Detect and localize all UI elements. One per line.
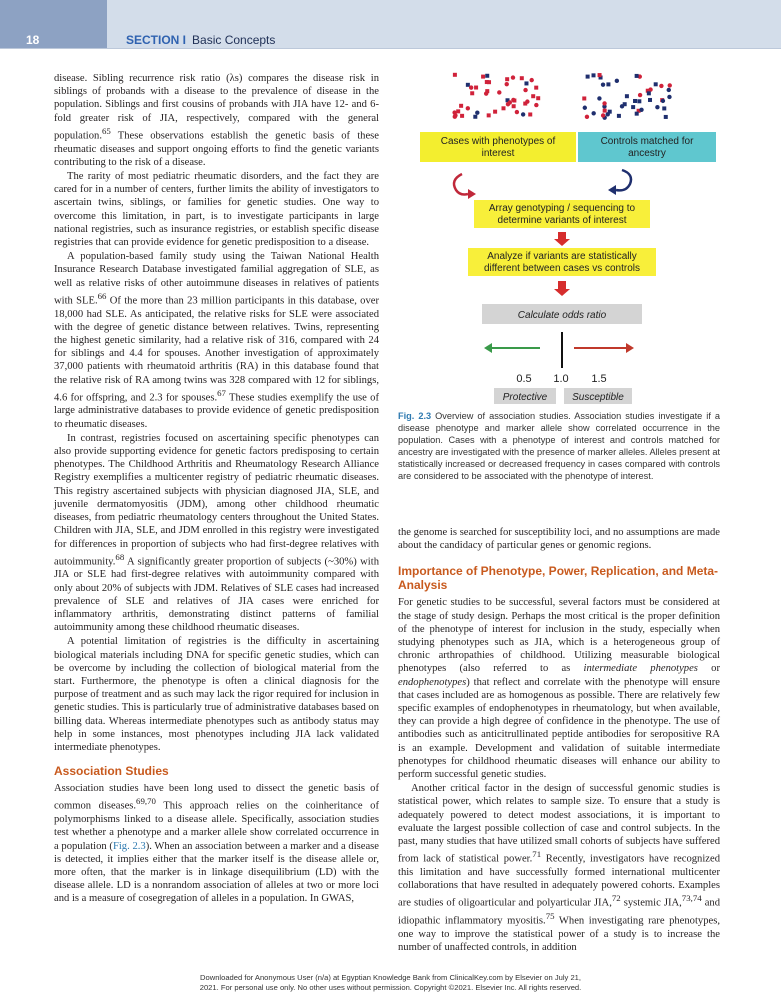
figure-link[interactable]: Fig. 2.3 — [112, 840, 146, 852]
marker-dot — [505, 77, 509, 81]
marker-dot — [470, 91, 474, 95]
citation: 68 — [115, 551, 125, 562]
marker-dot — [635, 74, 639, 78]
marker-dot — [583, 106, 587, 110]
marker-dot — [620, 104, 624, 108]
marker-dot — [512, 104, 516, 108]
section-heading: Association Studies — [54, 764, 169, 779]
marker-dot — [460, 114, 464, 118]
marker-dot — [585, 115, 589, 119]
citation: 71 — [532, 849, 542, 860]
curved-arrow-right-head — [608, 185, 616, 195]
marker-dot — [523, 102, 527, 106]
marker-dot — [466, 83, 470, 87]
marker-dot — [608, 110, 612, 114]
marker-dot — [591, 111, 595, 115]
marker-dot — [667, 88, 671, 92]
marker-dot — [617, 114, 621, 118]
marker-dot — [501, 106, 505, 110]
marker-dot — [487, 113, 491, 117]
citation: 73,74 — [681, 893, 702, 904]
controls-box-label-1: Controls matched for — [600, 136, 694, 147]
marker-dot — [655, 105, 659, 109]
marker-dot — [534, 86, 538, 90]
controls-box-label-2: ancestry — [628, 148, 666, 159]
marker-dot — [474, 86, 478, 90]
marker-dot — [664, 115, 668, 119]
protective-label: Protective — [502, 392, 548, 403]
citation: 69,70 — [136, 796, 156, 807]
marker-dot — [637, 99, 641, 103]
tick-label-mid: 1.0 — [553, 373, 569, 385]
marker-dot — [625, 94, 629, 98]
citation: 65 — [101, 125, 111, 136]
marker-dot — [601, 82, 605, 86]
tick-label-high: 1.5 — [591, 373, 607, 385]
control-dots — [582, 73, 672, 120]
header-rule — [0, 48, 781, 49]
marker-dot — [633, 99, 637, 103]
step-analyze-label-1: Analyze if variants are statistically — [487, 251, 637, 262]
marker-dot — [668, 83, 672, 87]
marker-dot — [647, 91, 651, 95]
marker-dot — [485, 74, 489, 78]
marker-dot — [606, 82, 610, 86]
right-column — [398, 526, 720, 955]
figure-2-3 — [398, 66, 724, 406]
marker-dot — [661, 99, 665, 103]
down-arrow-2-shaft — [558, 281, 566, 290]
marker-dot — [597, 96, 601, 100]
citation: 66 — [97, 290, 107, 301]
step-genotyping-label-2: determine variants of interest — [497, 215, 627, 226]
marker-dot — [523, 88, 527, 92]
left-column — [54, 72, 379, 907]
paragraph: disease. Sibling recurrence risk ratio (λs) compares the disease risk in siblings of probands with a disease to the prevalence of disease in the population. Siblings and first cousins of probands with JIA have 12- and 6-fold greater risk of JIA, respectively, compared with the general population.$^{65}$ These observations establish the genetic basis of these rheumatic diseases and support ongoing efforts to find the genetic variants contributing to the risk of a disease. — [54, 73, 379, 168]
susceptible-arrow-head — [626, 343, 634, 353]
marker-dot — [469, 85, 473, 89]
marker-dot — [603, 109, 607, 113]
marker-dot — [582, 96, 586, 100]
marker-dot — [530, 78, 534, 82]
paragraph: Association studies have been long used to dissect the genetic basis of common diseases.$^{69,70}$ This approach relies on the coinheritance of polymorphisms linked to a disease allele. Specifically, association studies test whether a phenotype and a marker allele show correlated occurrence in a population (Fig. 2.3). When an association between a marker and a disease is detected, it implies either that the marker itself is the disease allele or, more often, that the marker is in linkage disequilibrium (LD) with the disease allele. LD is a nonrandom association of alleles at two or more loci and is a measure of cosegregation of alleles in a population. In GWAS, — [54, 783, 379, 905]
page-number: 18 — [26, 33, 40, 47]
marker-dot — [586, 75, 590, 79]
marker-dot — [601, 113, 605, 117]
marker-dot — [654, 82, 658, 86]
marker-dot — [453, 115, 457, 119]
case-dots — [452, 73, 540, 119]
marker-dot — [528, 112, 532, 116]
figure-caption — [398, 410, 720, 482]
marker-dot — [511, 75, 515, 79]
odds-ratio-label: Calculate odds ratio — [517, 310, 607, 321]
marker-dot — [648, 98, 652, 102]
marker-dot — [602, 101, 606, 105]
paragraph: A population-based family study using the Taiwan National Health Insurance Research Database investigated familial aggregation of SLE, as well as relative risks of other autoimmune diseases in relatives of patients with SLE.$^{66}$ Of the more than 23 million participants in this database, over 18,000 had SLE. As anticipated, the relative risks for SLE were associated with the degree of genetic distance between relatives. Twins, representing the highest genetic similarity, had a relative risk of 316, compared with 24 for siblings and 4.4 for spouses. Another investigation of approximately 37,000 patients with rheumatoid arthritis (RA) in this database found that the relative risk of RA among twins was 328 compared with 12 for siblings, 4.6 for offspring, and 2.3 for spouses.$^{67}$ These studies exemplify the use of large administrative databases to provide evidence of genetic predisposition to rheumatic diseases. — [54, 251, 379, 430]
marker-dot — [485, 89, 489, 93]
marker-dot — [524, 81, 528, 85]
marker-dot — [598, 73, 602, 77]
header-tab — [0, 0, 107, 48]
marker-dot — [456, 109, 460, 113]
cases-box-label-1: Cases with phenotypes of — [440, 136, 556, 147]
marker-dot — [487, 80, 491, 84]
section-header — [126, 33, 275, 47]
marker-dot — [615, 79, 619, 83]
caption-text: Overview of association studies. Association studies investigate if a disease phenotype and marker allele show correlated occurrence in the population. Cases with a phenotype of interest and controls matched for ancestry are investigated with the presence of marker alleles. Alleles present at statistically increased or decreased frequency in cases compared with controls are considered to be associated with the phenotype of interest. — [398, 411, 721, 481]
marker-dot — [511, 98, 515, 102]
marker-dot — [521, 112, 525, 116]
curved-arrow-right — [616, 170, 631, 190]
step-genotyping-label-1: Array genotyping / sequencing to — [488, 203, 636, 214]
header-band — [0, 0, 781, 48]
marker-dot — [638, 93, 642, 97]
marker-dot — [639, 108, 643, 112]
citation: 67 — [217, 387, 226, 398]
down-arrow-2-head — [554, 289, 570, 296]
paragraph: Another critical factor in the design of successful genomic studies is statistical power, which relates to sample size. To ensure that a study is adequately powered to detect modest associations, it is important to evaluate the largest possible collection of case and control subjects. In the past, many studies that have utilized small cohorts of subjects have suffered from lack of statistical power.$^{71}$ Recently, investigators have recognized this limitation and have successfully formed international multicenter collaborations that have resulted in adequately powered cohorts. Examples are studies of oligoarticular and polyarticular JIA,$^{72}$ systemic JIA,$^{73,74}$ and idiopathic inflammatory myositis.$^{75}$ When investigating rare phenotypes, one way to improve the statistical power of a study is to increase the number of unaffected controls, in addition — [398, 783, 720, 954]
protective-arrow-head — [484, 343, 492, 353]
marker-dot — [635, 112, 639, 116]
marker-dot — [667, 95, 671, 99]
curved-arrow-left-head — [468, 189, 476, 199]
footer-line-2: 2021. For personal use only. No other uses without permission. Copyright ©2021. Elsevier Inc. All rights reserved. — [199, 983, 582, 992]
citation: 72 — [611, 893, 621, 904]
marker-dot — [659, 84, 663, 88]
section-heading: Importance of Phenotype, Power, Replication, and Meta-Analysis — [398, 564, 719, 593]
download-footer — [0, 973, 781, 993]
paragraph: For genetic studies to be successful, several factors must be considered at the stage of study design. Perhaps the most critical is the proper definition of the phenotype of interest for inclusion in the study, especially when studying phenotypes such as JIA, which is a heterogeneous group of chronic arthropathies of childhood. Utilizing measurable biological phenotypes (also referred to as intermediate phenotypes or endophenotypes) that reflect and correlate with the phenotype will ensure that cases included are as homogenous as possible. There are relatively few specific examples of endophenotypes in rheumatology, but when available, they can provide a high degree of confidence in the phenotype. The use of antibodies such as anticitrullinated peptide antibodies for seropositive RA is an example. Development and validation of suitable intermediate phenotypes for childhood rheumatic diseases will enhance our ability to perform successful genetic studies. — [398, 597, 720, 781]
down-arrow-1-shaft — [558, 232, 566, 240]
susceptible-label: Susceptible — [572, 392, 624, 403]
curved-arrow-left — [454, 174, 468, 195]
footer-line-1: Downloaded for Anonymous User (n/a) at Egyptian Knowledge Bank from ClinicalKey.com by Elsevier on July 21, — [200, 973, 581, 982]
marker-dot — [515, 110, 519, 114]
marker-dot — [534, 103, 538, 107]
marker-dot — [466, 106, 470, 110]
marker-dot — [459, 104, 463, 108]
marker-dot — [592, 73, 596, 77]
marker-dot — [505, 82, 509, 86]
association-diagram — [398, 66, 724, 406]
down-arrow-1-head — [554, 239, 570, 246]
step-analyze-label-2: different between cases vs controls — [483, 263, 641, 274]
paragraph: the genome is searched for susceptibility loci, and no assumptions are made about the candidacy of particular genes or genomic regions. — [398, 527, 720, 552]
paragraph: The rarity of most pediatric rheumatic disorders, and the fact they are cared for in a number of centers, further limits the ability of investigators to ascertain twins, siblings, or families for genetic studies. One way to overcome this limitation, in part, is to investigate participants in large national registries, such as insurance registries, or establish specific disease registries that can provide evidence for genetic predisposition to a disease. — [54, 170, 379, 248]
marker-dot — [531, 94, 535, 98]
marker-dot — [481, 75, 485, 79]
section-label: SECTION I — [126, 33, 187, 47]
figure-number: Fig. 2.3 — [398, 411, 432, 421]
marker-dot — [508, 100, 512, 104]
marker-dot — [453, 73, 457, 77]
marker-dot — [493, 110, 497, 114]
marker-dot — [497, 90, 501, 94]
paragraph: In contrast, registries focused on ascertaining specific phenotypes can also provide supporting evidence for genetic factors predisposing to certain phenotypes. The Childhood Arthritis and Rheumatology Research Alliance Registry exemplifies a multicenter registry of pediatric rheumatic diseases. This registry ascertained subjects with physician diagnosed JIA, SLE, and juvenile dermatomyositis (JDM), among other childhood rheumatic diseases, from pediatric rheumatology centers throughout the United States. Children with JIA, SLE, and JDM enrolled in this registry were investigated for differences in proportion of subjects who had first-degree relatives with autoimmunity.$^{68}$ A significantly greater proportion of subjects (~30%) with JIA or SLE had first-degree relatives with autoimmunity compared with only about 20% of subjects with JDM. Relatives of SLE cases had increased prevalence of SLE and relatives of JIA cases were enriched for inflammatory arthritis, demonstrating distinct patterns of familial autoimmunity among these childhood rheumatic diseases. — [54, 432, 379, 634]
paragraph: A potential limitation of registries is the difficulty in ascertaining biological materials including DNA for specific genetic studies, which can be overcome by including the collection of biological material from the start. Furthermore, the phenotype is often a clinical diagnosis for the purpose of treatment and as such may lack the rigor required for inclusion in genetic studies. This is particularly true of administrative databases based on billing data. Whereas intermediate phenotypes such as antibody status may help in some instances, most phenotypes including JIA lack validated intermediate phenotypes. — [54, 636, 379, 754]
citation: 75 — [545, 911, 555, 922]
marker-dot — [631, 105, 635, 109]
marker-dot — [662, 106, 666, 110]
tick-label-low: 0.5 — [516, 373, 532, 385]
marker-dot — [475, 111, 479, 115]
marker-dot — [520, 76, 524, 80]
cases-box-label-2: interest — [481, 148, 515, 159]
marker-dot — [536, 96, 540, 100]
section-title: Basic Concepts — [192, 33, 276, 47]
marker-dot — [473, 115, 477, 119]
